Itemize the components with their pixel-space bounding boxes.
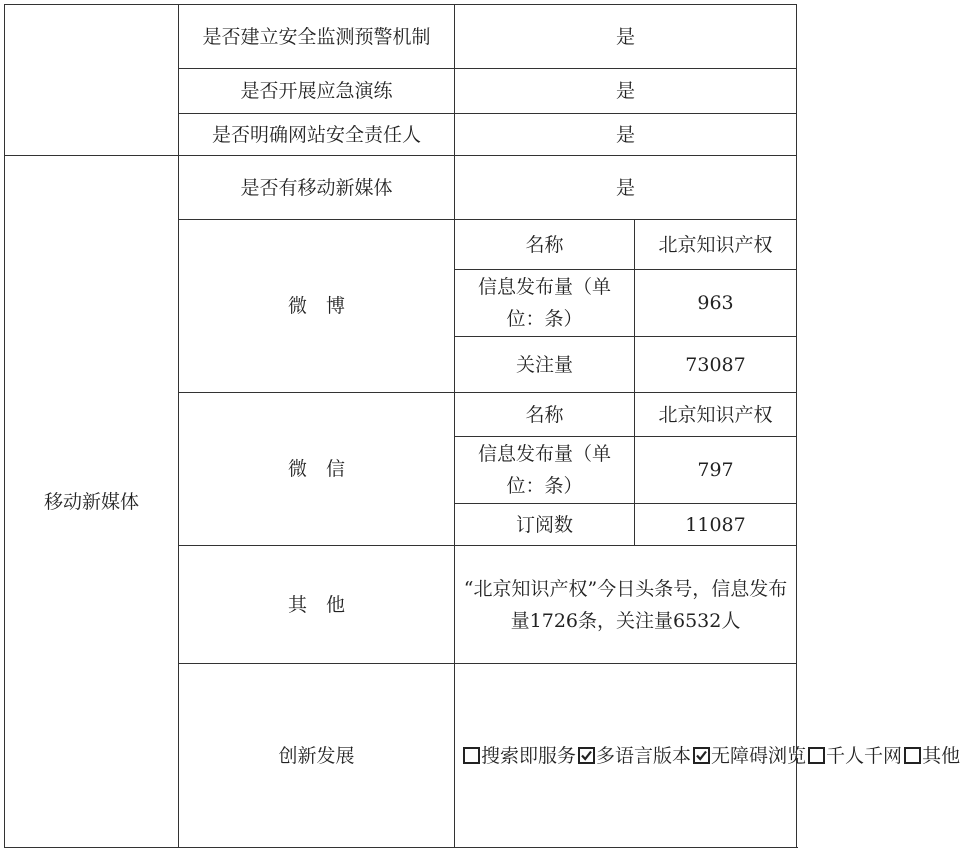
wechat-label: 微 信 <box>179 393 455 546</box>
unchecked-checkbox-icon[interactable] <box>904 747 921 764</box>
wechat-name-value: 北京知识产权 <box>635 393 797 437</box>
security-owner-value: 是 <box>455 114 797 156</box>
innovation-option-label: 千人千网 <box>826 744 903 767</box>
has-mobile-media-label: 是否有移动新媒体 <box>179 156 455 220</box>
checked-checkbox-icon[interactable] <box>578 747 595 764</box>
unchecked-checkbox-icon[interactable] <box>808 747 825 764</box>
innovation-option-label: 多语言版本 <box>596 744 692 767</box>
weibo-label: 微 博 <box>179 220 455 393</box>
government-website-report-table <box>4 4 960 848</box>
wechat-name-label: 名称 <box>455 393 635 437</box>
wechat-subscribers-label: 订阅数 <box>455 504 635 546</box>
weibo-followers-value: 73087 <box>635 337 797 393</box>
monitoring-mechanism-label: 是否建立安全监测预警机制 <box>179 5 455 69</box>
innovation-section-label: 创新发展 <box>179 664 455 848</box>
mobile-media-section-label: 移动新媒体 <box>5 156 179 848</box>
weibo-name-label: 名称 <box>455 220 635 270</box>
innovation-option-label: 其他 <box>922 744 960 767</box>
table-row <box>5 5 797 69</box>
wechat-posts-label: 信息发布量（单位：条） <box>455 437 635 504</box>
other-media-label: 其 他 <box>179 546 455 664</box>
security-owner-label: 是否明确网站安全责任人 <box>179 114 455 156</box>
wechat-posts-value: 797 <box>635 437 797 504</box>
weibo-posts-label: 信息发布量（单位：条） <box>455 270 635 337</box>
table-row <box>5 156 797 220</box>
other-media-value: “北京知识产权”今日头条号，信息发布量1726条，关注量6532人 <box>455 546 797 664</box>
monitoring-mechanism-value: 是 <box>455 5 797 69</box>
innovation-options <box>461 740 960 772</box>
innovation-option-label: 搜索即服务 <box>481 744 577 767</box>
wechat-subscribers-value: 11087 <box>635 504 797 546</box>
has-mobile-media-value: 是 <box>455 156 797 220</box>
emergency-drill-label: 是否开展应急演练 <box>179 69 455 114</box>
weibo-posts-value: 963 <box>635 270 797 337</box>
weibo-followers-label: 关注量 <box>455 337 635 393</box>
emergency-drill-value: 是 <box>455 69 797 114</box>
innovation-options-cell <box>455 664 960 848</box>
checked-checkbox-icon[interactable] <box>693 747 710 764</box>
blank-section-cell <box>5 5 179 156</box>
weibo-name-value: 北京知识产权 <box>635 220 797 270</box>
unchecked-checkbox-icon[interactable] <box>463 747 480 764</box>
innovation-option-label: 无障碍浏览 <box>711 744 807 767</box>
